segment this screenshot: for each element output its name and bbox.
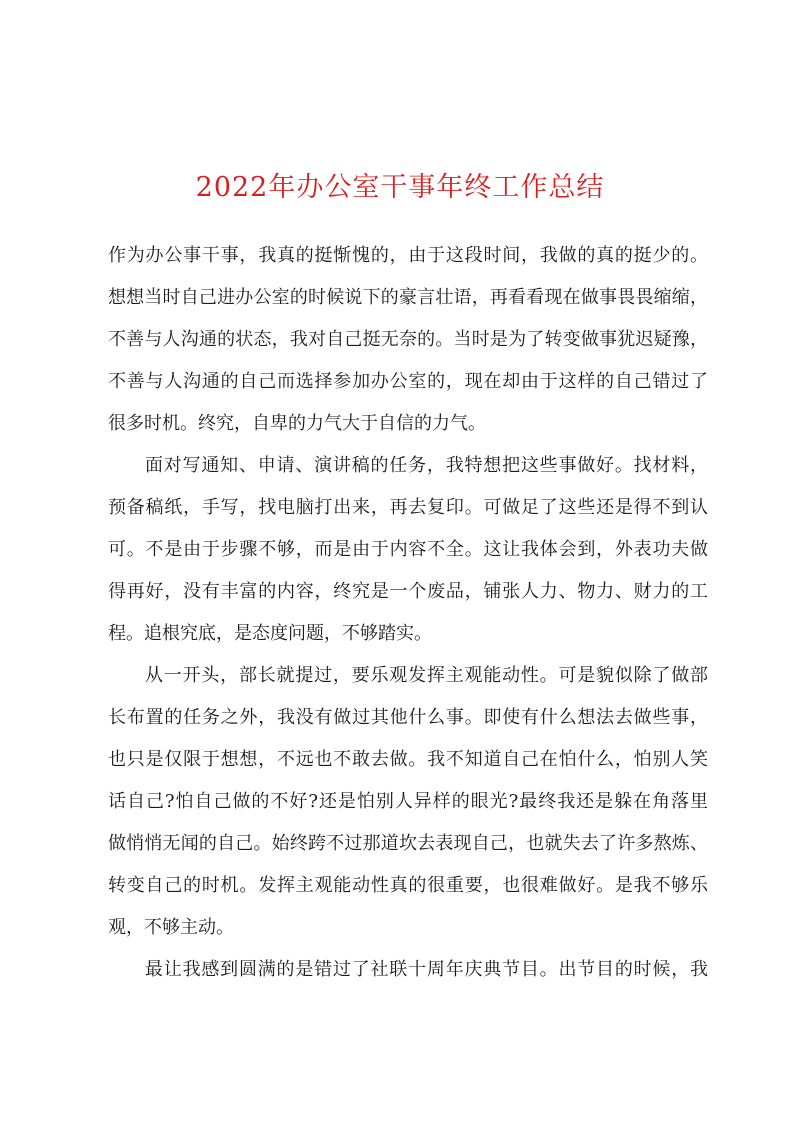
text-line: 不善与人沟通的状态，我对自己挺无奈的。当时是为了转变做事犹迟疑豫， — [108, 329, 708, 350]
text-line: 从一开头，部长就提过，要乐观发挥主观能动性。可是貌似除了做部 — [145, 665, 708, 686]
text-line: 转变自己的时机。发挥主观能动性真的很重要，也很难做好。是我不够乐 — [108, 875, 708, 896]
paragraph-1 — [108, 241, 708, 451]
document-title: 2022年办公室干事年终工作总结 — [195, 172, 605, 203]
text-line: 程。追根究底，是态度问题，不够踏实。 — [108, 623, 432, 644]
text-line: 得再好，没有丰富的内容，终究是一个废品，铺张人力、物力、财力的工 — [108, 581, 708, 602]
text-line: 也只是仅限于想想，不远也不敢去做。我不知道自己在怕什么，怕别人笑 — [108, 749, 708, 770]
text-line: 作为办公事干事，我真的挺惭愧的，由于这段时间，我做的真的挺少的。 — [108, 245, 708, 266]
text-line: 观，不够主动。 — [108, 917, 234, 938]
text-line: 做悄悄无闻的自己。始终跨不过那道坎去表现自己，也就失去了许多熬炼、 — [108, 833, 708, 854]
text-line: 面对写通知、申请、演讲稿的任务，我特想把这些事做好。找材料， — [145, 455, 708, 476]
text-line: 最让我感到圆满的是错过了社联十周年庆典节目。出节目的时候，我 — [145, 959, 708, 980]
paragraph-4 — [108, 955, 708, 997]
document-body — [108, 241, 708, 997]
text-line: 长布置的任务之外，我没有做过其他什么事。即使有什么想法去做些事， — [108, 707, 708, 728]
paragraph-2 — [108, 451, 708, 661]
text-line: 很多时机。终究，自卑的力气大于自信的力气。 — [108, 413, 486, 434]
text-line: 不善与人沟通的自己而选择参加办公室的，现在却由于这样的自己错过了 — [108, 371, 708, 392]
text-line: 可。不是由于步骤不够，而是由于内容不全。这让我体会到，外表功夫做 — [108, 539, 708, 560]
paragraph-3 — [108, 661, 708, 955]
text-line: 预备稿纸，手写，找电脑打出来，再去复印。可做足了这些还是得不到认 — [108, 497, 708, 518]
text-line: 话自己?怕自己做的不好?还是怕别人异样的眼光?最终我还是躲在角落里 — [108, 791, 708, 812]
text-line: 想想当时自己进办公室的时候说下的豪言壮语，再看看现在做事畏畏缩缩， — [108, 287, 708, 308]
